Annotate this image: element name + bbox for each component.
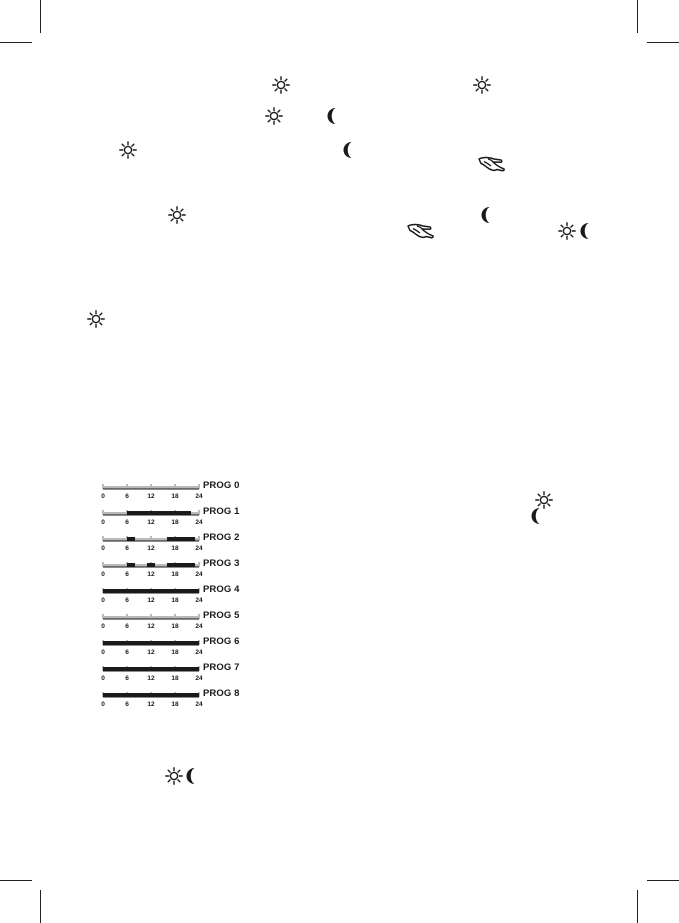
program-scale — [100, 558, 204, 572]
scale-tick-labels — [100, 675, 203, 685]
tick-label: 6 — [125, 649, 129, 656]
tick-label: 18 — [171, 571, 179, 578]
program-row — [100, 506, 260, 532]
sun-icon — [168, 206, 186, 224]
tick-label: 18 — [171, 623, 179, 630]
scale-tick-labels — [100, 649, 203, 659]
tick-label: 6 — [125, 675, 129, 682]
crop-mark-top-left-v — [40, 0, 41, 33]
tick-label: 12 — [147, 571, 155, 578]
tick-label: 12 — [147, 545, 155, 552]
scale-tick-labels — [100, 701, 203, 711]
sun-icon — [265, 107, 283, 125]
program-scale — [100, 506, 204, 520]
scale-tick-labels — [100, 519, 203, 529]
scale-tick-labels — [100, 493, 203, 503]
tick-label: 18 — [171, 649, 179, 656]
sun-icon — [272, 76, 290, 94]
program-label: PROG 8 — [203, 688, 240, 699]
tick-label: 24 — [195, 545, 203, 552]
program-label: PROG 7 — [203, 662, 240, 673]
tick-label: 6 — [125, 597, 129, 604]
tick-label: 18 — [171, 597, 179, 604]
tick-label: 0 — [101, 519, 105, 526]
moon-icon — [186, 767, 200, 785]
program-scale — [100, 584, 204, 598]
program-label: PROG 3 — [203, 558, 240, 569]
tick-label: 24 — [195, 597, 203, 604]
crop-mark-bottom-left-v — [40, 890, 41, 923]
comfort-period-bar — [103, 667, 199, 671]
tick-label: 6 — [125, 545, 129, 552]
comfort-period-bar — [103, 693, 199, 697]
program-row — [100, 610, 260, 636]
comfort-period-bar — [103, 589, 199, 593]
tick-label: 6 — [125, 623, 129, 630]
tick-label: 0 — [101, 597, 105, 604]
program-row — [100, 480, 260, 506]
tick-label: 12 — [147, 493, 155, 500]
tick-label: 0 — [101, 623, 105, 630]
tick-label: 24 — [195, 623, 203, 630]
tick-label: 12 — [147, 701, 155, 708]
comfort-period-bar — [167, 537, 195, 541]
program-label: PROG 5 — [203, 610, 240, 621]
program-timeline-figure — [100, 480, 260, 714]
moon-icon — [531, 507, 545, 525]
crop-mark-top-left-h — [0, 42, 32, 43]
program-scale — [100, 532, 204, 546]
comfort-period-bar — [167, 563, 195, 567]
program-label: PROG 2 — [203, 532, 240, 543]
program-scale — [100, 636, 204, 650]
tick-label: 18 — [171, 545, 179, 552]
tick-label: 6 — [125, 519, 129, 526]
program-scale — [100, 662, 204, 676]
tick-label: 0 — [101, 493, 105, 500]
scale-tick-labels — [100, 597, 203, 607]
tick-label: 12 — [147, 519, 155, 526]
scale-tick-labels — [100, 623, 203, 633]
tick-label: 18 — [171, 519, 179, 526]
crop-mark-top-right-v — [637, 0, 638, 33]
tick-label: 18 — [171, 701, 179, 708]
program-row — [100, 662, 260, 688]
comfort-period-bar — [127, 537, 135, 541]
crop-mark-bottom-right-v — [637, 890, 638, 923]
tick-label: 6 — [125, 571, 129, 578]
moon-icon — [343, 141, 357, 159]
tick-label: 12 — [147, 675, 155, 682]
crop-mark-bottom-right-h — [647, 880, 679, 881]
hand-icon — [406, 223, 436, 241]
tick-label: 0 — [101, 649, 105, 656]
comfort-period-bar — [127, 563, 135, 567]
program-row — [100, 636, 260, 662]
scale-tick-labels — [100, 545, 203, 555]
moon-icon — [327, 107, 341, 125]
program-row — [100, 532, 260, 558]
comfort-period-bar — [147, 563, 155, 567]
comfort-period-bar — [103, 641, 199, 645]
program-label: PROG 6 — [203, 636, 240, 647]
program-row — [100, 688, 260, 714]
sun-icon — [119, 141, 137, 159]
tick-label: 6 — [125, 701, 129, 708]
sun-icon — [165, 767, 183, 785]
tick-label: 0 — [101, 545, 105, 552]
tick-label: 24 — [195, 519, 203, 526]
sun-icon — [87, 310, 105, 328]
tick-label: 18 — [171, 493, 179, 500]
program-scale — [100, 688, 204, 702]
tick-label: 24 — [195, 571, 203, 578]
crop-mark-top-right-h — [647, 42, 679, 43]
tick-label: 24 — [195, 675, 203, 682]
program-label: PROG 4 — [203, 584, 240, 595]
program-row — [100, 558, 260, 584]
tick-label: 24 — [195, 493, 203, 500]
tick-label: 0 — [101, 701, 105, 708]
scale-tick-labels — [100, 571, 203, 581]
comfort-period-bar — [127, 511, 191, 515]
sun-icon — [473, 76, 491, 94]
tick-label: 18 — [171, 675, 179, 682]
program-scale — [100, 610, 204, 624]
program-row — [100, 584, 260, 610]
moon-icon — [580, 222, 594, 240]
crop-mark-bottom-left-h — [0, 880, 32, 881]
program-label: PROG 0 — [203, 480, 240, 491]
tick-label: 24 — [195, 701, 203, 708]
moon-icon — [481, 206, 495, 224]
tick-label: 12 — [147, 649, 155, 656]
tick-label: 12 — [147, 623, 155, 630]
tick-label: 0 — [101, 571, 105, 578]
sun-icon — [558, 222, 576, 240]
program-scale — [100, 480, 204, 494]
tick-label: 24 — [195, 649, 203, 656]
hand-icon — [477, 156, 507, 174]
tick-label: 6 — [125, 493, 129, 500]
tick-label: 0 — [101, 675, 105, 682]
program-label: PROG 1 — [203, 506, 240, 517]
tick-label: 12 — [147, 597, 155, 604]
